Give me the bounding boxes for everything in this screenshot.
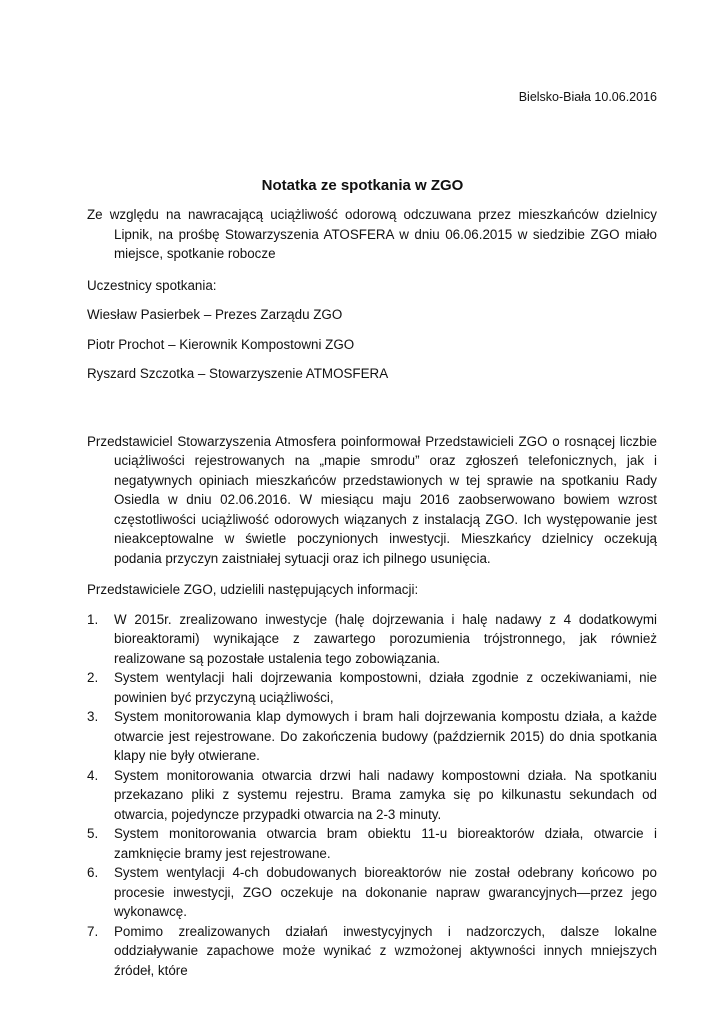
list-item: [87, 668, 657, 707]
participants-heading: Uczestnicy spotkania:: [87, 277, 217, 293]
list-item: [87, 707, 657, 766]
list-number: 2.: [87, 670, 99, 685]
list-item: [87, 824, 657, 863]
list-number: 6.: [87, 865, 99, 880]
participant-item: Ryszard Szczotka – Stowarzyszenie ATMOSFERA: [87, 366, 389, 381]
answers-heading: Przedstawiciele ZGO, udzielili następujących informacji:: [87, 582, 419, 597]
list-number: 4.: [87, 767, 99, 783]
list-text: System monitorowania otwarcia bram obiektu 11-u bioreaktorów działa, otwarcie i zamknięcie bramy jest rejestrowane.: [114, 826, 657, 861]
participant-item: Wiesław Pasierbek – Prezes Zarządu ZGO: [87, 307, 343, 322]
list-text: Pomimo zrealizowanych działań inwestycyjnych i nadzorczych, dalsze lokalne oddziaływanie zapachowe może wynikać z wzmożonej aktywności innych mniejszych źródeł, które: [114, 923, 657, 978]
list-text: System monitorowania otwarcia drzwi hali nadawy kompostowni działa. Na spotkaniu przekazano pliki z systemu rejestru. Brama zamyka się po kilkunastu sekundach od otwarcia, pojedyncze przypadki otwarcia na 2-3 minuty.: [114, 767, 657, 822]
document-title: Notatka ze spotkania w ZGO: [261, 177, 464, 194]
list-number: 5.: [87, 826, 99, 841]
spacer: [87, 394, 657, 432]
list-item: [87, 610, 657, 669]
intro-paragraph: Ze względu na nawracającą uciążliwość odorową odczuwana przez mieszkańców dzielnicy Lipnik, na prośbę Stowarzyszenia ATOSFERA w dniu 06.06.2015 w siedzibie ZGO miało miejsce, spotkanie robocze: [87, 207, 657, 261]
list-text: W 2015r. zrealizowano inwestycje (halę dojrzewania i halę nadawy z 4 dodatkowymi bioreaktorami) wynikające z zawartego porozumienia trójstronnego, jak również realizowane są pozostałe ustalenia tego zobowiązania.: [114, 611, 657, 666]
list-item: [87, 922, 657, 981]
participant-item: Piotr Prochot – Kierownik Kompostowni ZGO: [87, 336, 355, 352]
list-item: [87, 863, 657, 922]
answers-list: [87, 610, 657, 981]
list-number: 7.: [87, 923, 99, 939]
report-paragraph: Przedstawiciel Stowarzyszenia Atmosfera poinformował Przedstawicieli ZGO o rosnącej liczbie uciążliwości rejestrowanych na „mapie smrodu” oraz zgłoszeń telefonicznych, jak i negatywnych opiniach mieszkańców przedstawionych w tej sprawie na spotkaniu Rady Osiedla w dniu 02.06.2016. W miesiącu maju 2016 zaobserwowano bowiem wzrost częstotliwości uciążliwość odorowych wiązanych z instalacją ZGO. Ich występowanie jest nieakceptowalne w świetle poczynionych inwestycji. Mieszkańcy dzielnicy oczekują podania przyczyn zaistniałej sytuacji oraz ich pilnego usunięcia.: [87, 433, 657, 566]
list-number: 3.: [87, 709, 99, 724]
list-item: [87, 766, 657, 825]
list-text: System wentylacji 4-ch dobudowanych bioreaktorów nie został odebrany końcowo po procesie inwestycji, ZGO oczekuje na dokonanie napraw gwarancyjnych—przez jego wykonawcę.: [114, 865, 657, 919]
list-text: System wentylacji hali dojrzewania kompostowni, działa zgodnie z oczekiwaniami, nie powinien być przyczyną uciążliwości,: [114, 670, 657, 705]
date-line: Bielsko-Biała 10.06.2016: [518, 90, 657, 104]
document-body: [87, 205, 657, 980]
list-text: System monitorowania klap dymowych i bram hali dojrzewania kompostu działa, a każde otwarcie jest rejestrowane. Do zakończenia budowy (październik 2015) do dnia spotkania klapy nie były otwierane.: [114, 709, 657, 763]
list-number: 1.: [87, 611, 99, 627]
